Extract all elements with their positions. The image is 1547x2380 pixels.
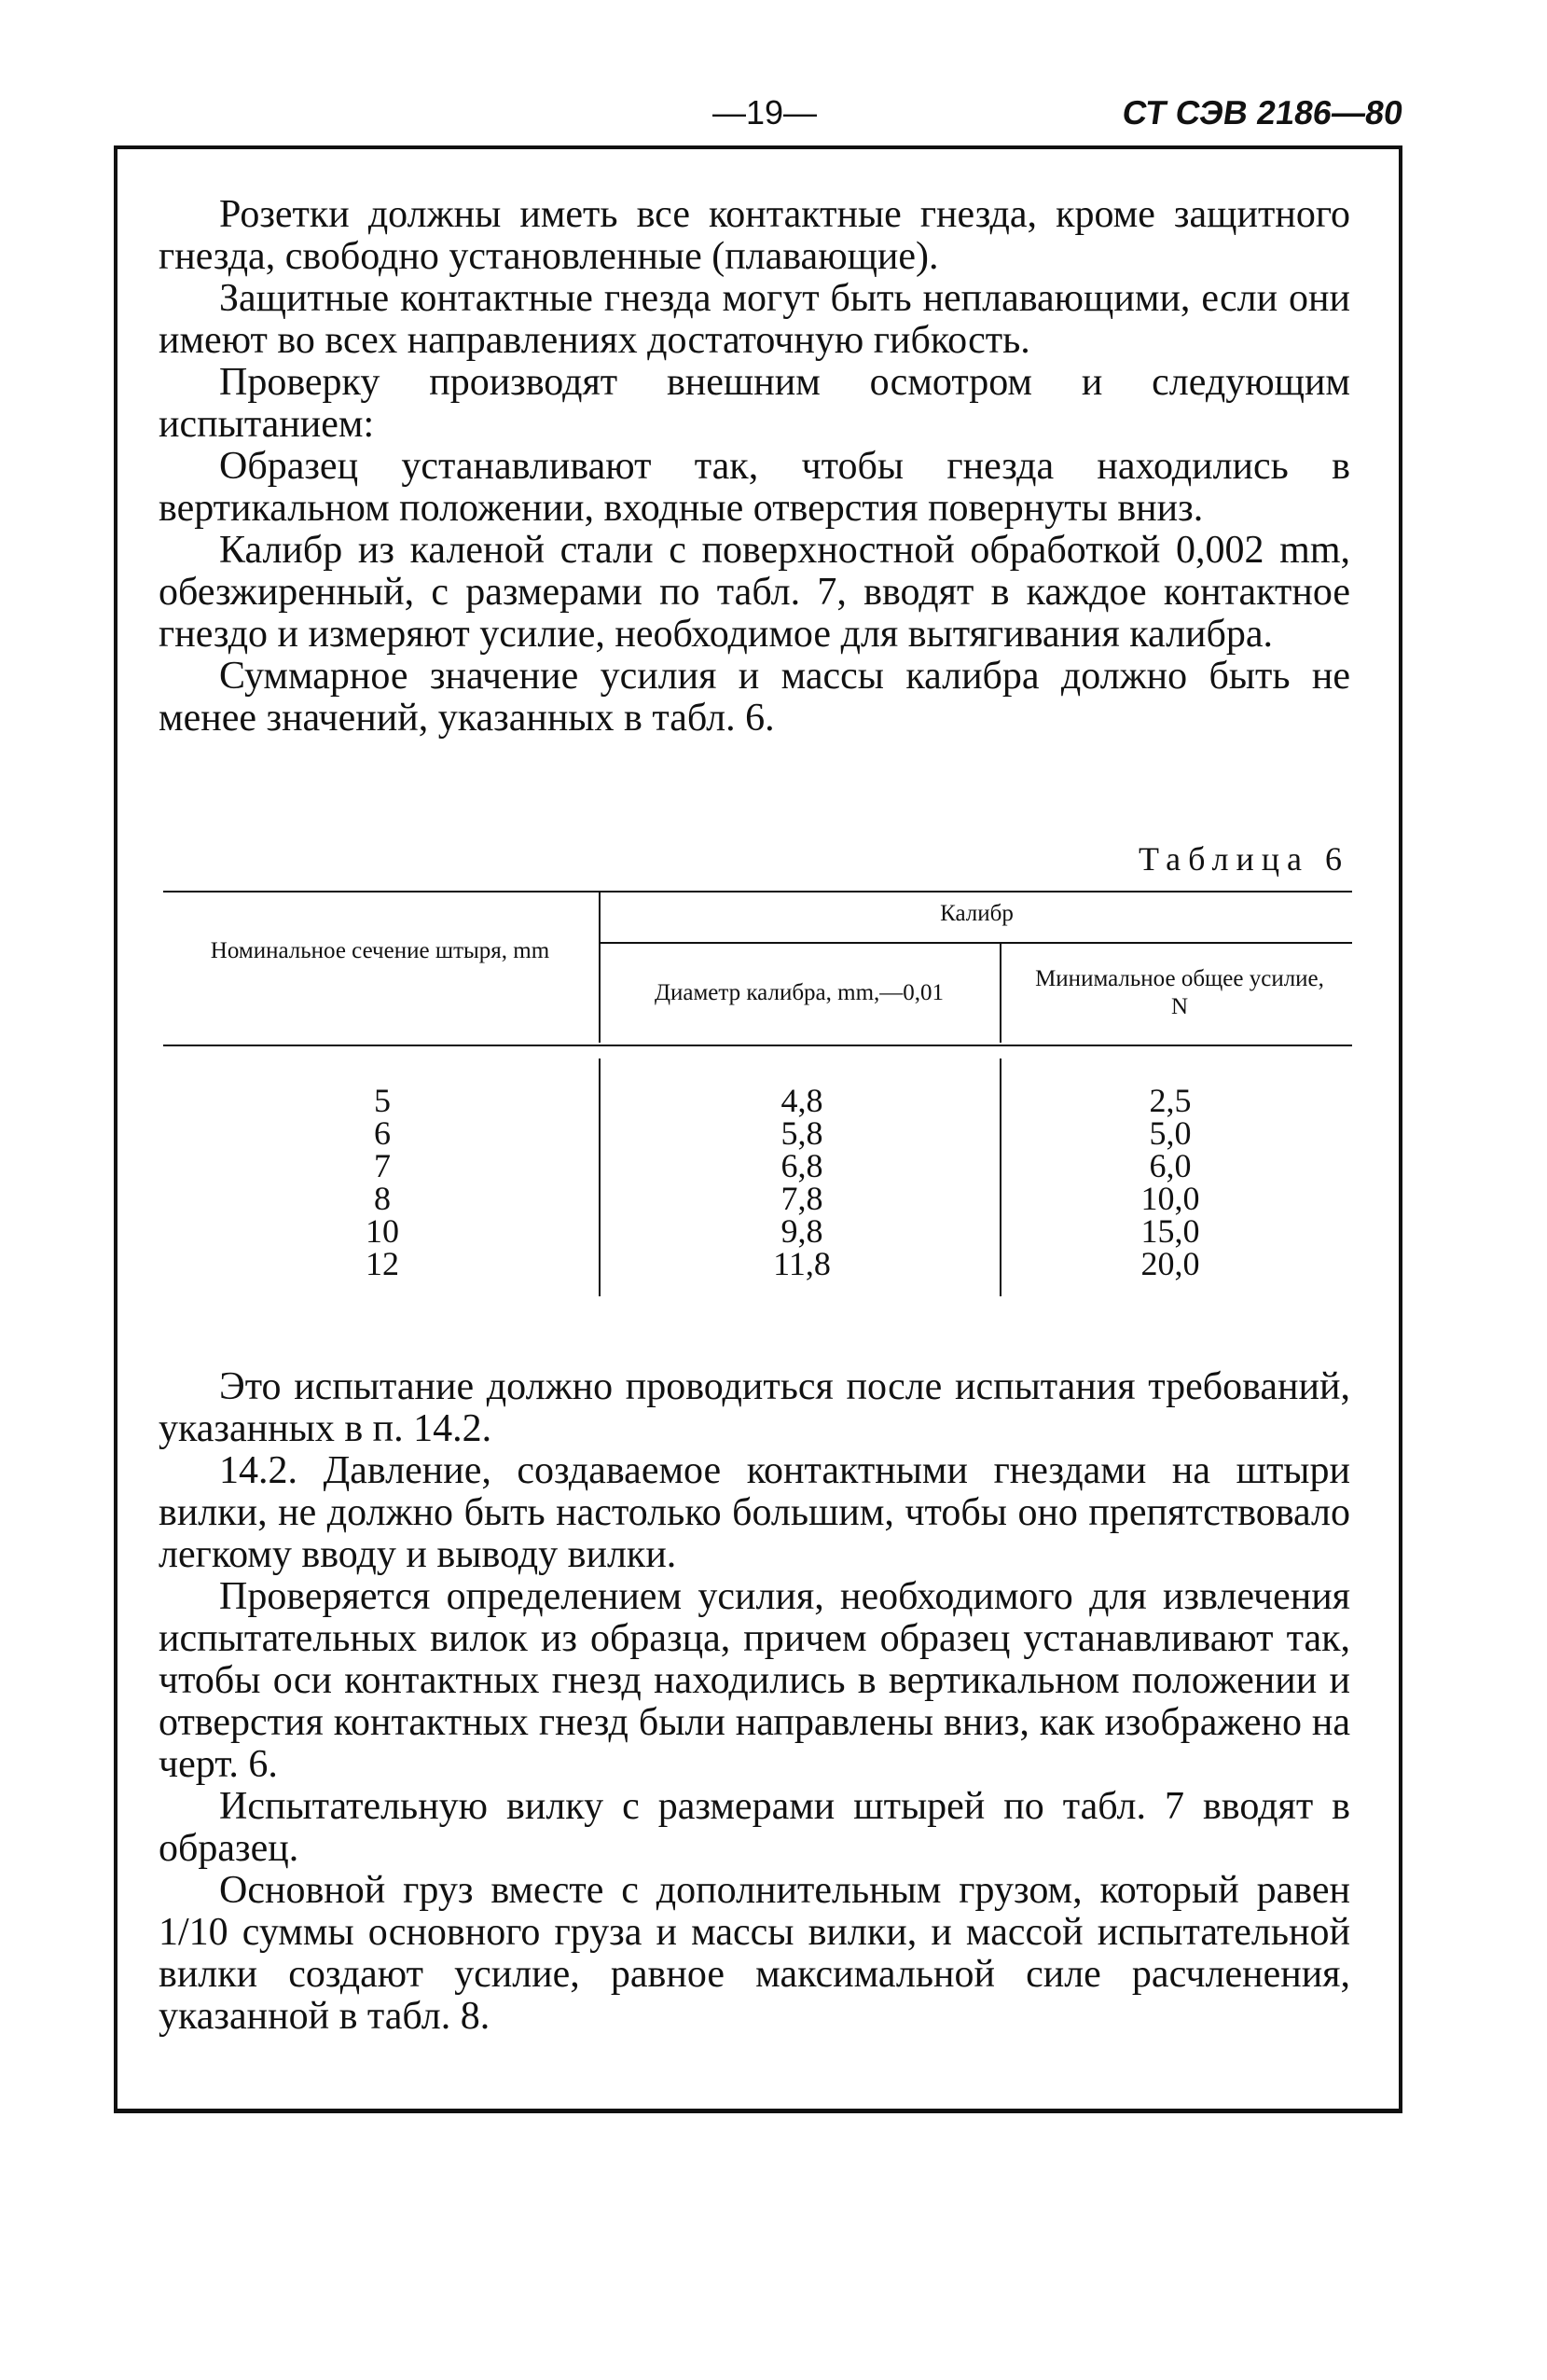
paragraph-last: [159, 1870, 1350, 2038]
table-subheader-rule: [599, 942, 1352, 944]
paragraph: Защитные контактные гнезда могут быть неплавающими, если они имеют во всех направлениях достаточную гибкость.: [159, 277, 1350, 362]
table-header-diameter: Диаметр калибра, mm,—0,01: [654, 980, 945, 1005]
table-cell: 7: [374, 1147, 391, 1184]
paragraph-text: Основной груз вместе с дополнительным грузом, который равен: [219, 1869, 1350, 1912]
table-divider: [1000, 942, 1001, 1043]
table-divider: [599, 891, 601, 1043]
table-cell: 15,0: [1140, 1212, 1200, 1250]
table-cell: 11,8: [773, 1245, 831, 1282]
paragraph: Калибр из каленой стали с поверхностной обработкой 0,002 mm, обезжиренный, с размерами по табл. 7, вводят в каждое контактное гнездо и измеряют усилие, необходимое для вытягивания калибра.: [159, 529, 1350, 656]
paragraph: 14.2. Давление, создаваемое контактными гнездами на штыри вилки, не должно быть настолько большим, чтобы оно препятствовало легкому вводу и выводу вилки.: [159, 1449, 1350, 1576]
table-cell: 2,5: [1149, 1082, 1192, 1119]
table-caption: Таблица 6: [1139, 840, 1349, 878]
table-cell: 6,0: [1149, 1147, 1192, 1184]
page-number: —19—: [711, 93, 818, 131]
table-divider: [1000, 1059, 1001, 1296]
table-header-rule: [163, 1045, 1352, 1046]
table-cell: 5: [374, 1082, 391, 1119]
table-cell: 20,0: [1140, 1245, 1200, 1282]
paragraph-text: суммы основного груза и массы вилки, и массой испытательной вилки создают усилие, равное максимальной силе расчленения, указанной в табл. 8.: [159, 1911, 1350, 2038]
table-header-nominal: Номинальное сечение штыря, mm: [210, 938, 550, 963]
table-cell: 9,8: [780, 1212, 823, 1250]
table-cell: 5,8: [780, 1114, 823, 1152]
column-force: [1105, 1082, 1236, 1282]
table-cell: 7,8: [780, 1180, 823, 1217]
table-cell: 6: [374, 1114, 391, 1152]
column-nominal: [317, 1082, 448, 1282]
paragraph: Суммарное значение усилия и массы калибра должно быть не менее значений, указанных в табл. 6.: [159, 655, 1350, 740]
table-cell: 4,8: [780, 1082, 823, 1119]
table-cell: 6,8: [780, 1147, 823, 1184]
bottom-text-block: [159, 1366, 1350, 2038]
table-top-rule: [163, 891, 1352, 892]
paragraph: Проверку производят внешним осмотром и следующим испытанием:: [159, 361, 1350, 446]
table-cell: 5,0: [1149, 1114, 1192, 1152]
paragraph: Розетки должны иметь все контактные гнезда, кроме защитного гнезда, свободно установленные (плавающие).: [159, 193, 1350, 278]
paragraph: Проверяется определением усилия, необходимого для извлечения испытательных вилок из образца, причем образец устанавливают так, чтобы оси контактных гнезд находились в вертикальном положении и отверстия контактных гнезд были направлены вниз, как изображено на черт. 6.: [159, 1575, 1350, 1786]
fraction: 1/10: [159, 1911, 228, 1954]
table-cell: 12: [366, 1245, 399, 1282]
table-cell: 10: [366, 1212, 399, 1250]
table-divider: [599, 1059, 601, 1296]
paragraph: Испытательную вилку с размерами штырей по табл. 7 вводят в образец.: [159, 1785, 1350, 1870]
column-diameter: [737, 1082, 867, 1282]
top-text-block: [159, 194, 1350, 740]
table-header-group: Калибр: [940, 901, 1014, 926]
table-cell: 8: [374, 1180, 391, 1217]
paragraph: Это испытание должно проводиться после испытания требований, указанных в п. 14.2.: [159, 1365, 1350, 1450]
table-header-force: Минимальное общее усилие, N: [1035, 966, 1324, 1019]
standard-code: СТ СЭВ 2186—80: [1119, 93, 1405, 131]
paragraph: Образец устанавливают так, чтобы гнезда находились в вертикальном положении, входные отверстия повернуты вниз.: [159, 445, 1350, 530]
table-cell: 10,0: [1140, 1180, 1200, 1217]
